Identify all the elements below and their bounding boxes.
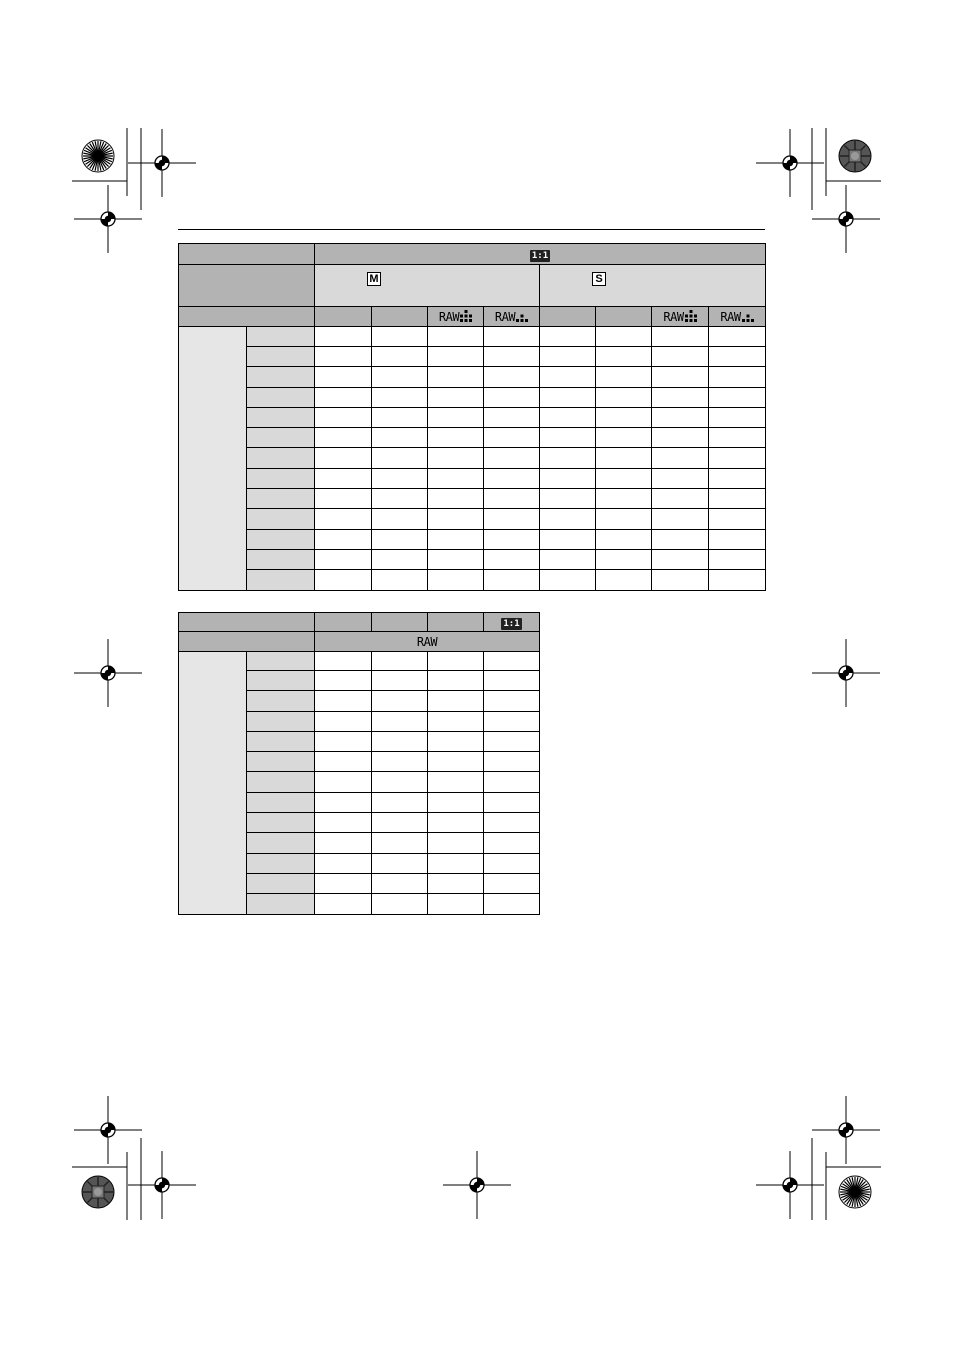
table-cell [315,752,372,772]
size-m-badge: M [367,272,381,286]
table-cell [315,347,372,367]
table-row [179,509,766,529]
table-cell [428,691,484,711]
row-label [247,327,315,347]
table-cell [709,549,766,569]
table-cell [596,367,652,387]
row-label [247,448,315,468]
table-cell [372,731,428,751]
picture-size-label [179,265,315,307]
table-cell [652,347,709,367]
table-cell [372,752,428,772]
quality-m-fine [315,307,372,327]
table-cell [428,711,484,731]
quality-s-raw-standard: RAW [709,307,766,327]
table-cell [372,327,428,347]
table-cell [315,671,372,691]
row-label [247,570,315,590]
table-cell [540,529,596,549]
table-cell [652,327,709,347]
table-cell [315,792,372,812]
table-cell [315,813,372,833]
table-row [179,549,766,569]
table-cell [709,468,766,488]
table-cell [372,772,428,792]
table-cell [372,570,428,590]
table-cell [428,468,484,488]
table-cell [709,367,766,387]
table-cell [428,387,484,407]
table-cell [315,894,372,914]
table-cell [428,529,484,549]
table-cell [315,873,372,893]
table-cell [428,813,484,833]
quality-s-raw-fine: RAW [652,307,709,327]
table-cell [428,671,484,691]
raw-fine-icon [460,310,472,322]
picture-size-m [315,265,540,307]
table-cell [484,570,540,590]
table-cell [372,833,428,853]
table-cell [484,428,540,448]
table-cell [596,448,652,468]
row-label [247,792,315,812]
aspect-col-1 [315,613,372,632]
table-cell [484,833,540,853]
aspect-col-4 [484,613,540,632]
raw-standard-icon [516,310,528,322]
aspect-header-value [315,244,766,265]
table-cell [652,387,709,407]
table-cell [372,792,428,812]
table-row [179,489,766,509]
table-cell [540,347,596,367]
row-label [247,752,315,772]
table-cell [484,468,540,488]
row-label [247,407,315,427]
table-cell [428,570,484,590]
table-cell [372,428,428,448]
table-cell [428,549,484,569]
table-cell [372,387,428,407]
row-label [247,772,315,792]
picture-size-s [540,265,766,307]
table-cell [372,509,428,529]
table-row [179,529,766,549]
table-cell [709,407,766,427]
table-cell [372,894,428,914]
table-cell [315,407,372,427]
table-cell [484,367,540,387]
table-row [179,428,766,448]
table-cell [540,448,596,468]
table-cell [428,652,484,671]
table-cell [428,407,484,427]
table-cell [596,347,652,367]
table-cell [484,407,540,427]
table-cell [596,570,652,590]
table-cell [652,570,709,590]
aspect-ratio-badge: 1:1 [503,618,520,629]
table-cell [484,509,540,529]
row-label [247,509,315,529]
quality-s-fine [540,307,596,327]
table-cell [540,387,596,407]
table-cell [709,509,766,529]
table-row [179,347,766,367]
table-cell [596,549,652,569]
table-cell [596,529,652,549]
table-cell [372,529,428,549]
table-cell [484,853,540,873]
quality-m-raw-standard: RAW [484,307,540,327]
table-cell [315,489,372,509]
quality-m-raw-fine: RAW [428,307,484,327]
table-cell [315,853,372,873]
table-cell [428,833,484,853]
table-row [179,327,766,347]
row-label [247,711,315,731]
table-cell [709,428,766,448]
table-cell [540,407,596,427]
table-cell [484,711,540,731]
row-label [247,873,315,893]
table-row [179,652,540,671]
table-cell [372,549,428,569]
table-cell [709,448,766,468]
row-label [247,468,315,488]
table-cell [484,691,540,711]
table-cell [428,873,484,893]
row-label [247,367,315,387]
table-cell [652,448,709,468]
row-label [247,652,315,671]
table-cell [596,407,652,427]
table-cell [315,529,372,549]
row-label [247,853,315,873]
row-label [247,894,315,914]
table-cell [484,813,540,833]
table-cell [484,347,540,367]
table-cell [709,347,766,367]
table-cell [315,367,372,387]
table-cell [372,448,428,468]
table-row [179,468,766,488]
table-cell [652,468,709,488]
raw-fine-icon [685,310,697,322]
table-cell [315,772,372,792]
row-label [247,833,315,853]
table-cell [372,468,428,488]
size-s-badge: S [592,272,606,286]
aspect-col-2 [372,613,428,632]
quality-label [179,632,315,652]
table-row [179,387,766,407]
raw-standard-icon [742,310,754,322]
table-cell [315,731,372,751]
table-cell [540,509,596,529]
table-row [179,367,766,387]
row-label [247,549,315,569]
quality-raw: RAW [315,632,540,652]
table-cell [484,894,540,914]
table-cell [428,853,484,873]
recording-capacity-table-2 [178,612,540,915]
table-cell [540,489,596,509]
table-cell [484,529,540,549]
table-cell [315,833,372,853]
table-cell [596,387,652,407]
table-cell [428,792,484,812]
table-cell [315,570,372,590]
row-label [247,387,315,407]
table-cell [484,448,540,468]
table-cell [428,367,484,387]
table-cell [596,509,652,529]
table-cell [484,549,540,569]
aspect-header-label [179,613,315,632]
table-cell [372,347,428,367]
table-cell [484,792,540,812]
table-cell [540,570,596,590]
table-cell [484,652,540,671]
table-cell [709,529,766,549]
row-label [247,489,315,509]
table-cell [484,489,540,509]
table-cell [372,853,428,873]
table-cell [652,367,709,387]
table-cell [315,691,372,711]
row-label [247,428,315,448]
table-cell [315,549,372,569]
table-cell [596,468,652,488]
table-cell [596,489,652,509]
row-label [247,813,315,833]
table-cell [372,813,428,833]
row-label [247,347,315,367]
table-cell [428,731,484,751]
row-label [247,731,315,751]
table-cell [484,752,540,772]
table-cell [428,752,484,772]
table-cell [652,549,709,569]
table-cell [484,731,540,751]
table-row [179,570,766,590]
table-cell [709,327,766,347]
table-cell [652,428,709,448]
table-row [179,448,766,468]
table-cell [372,711,428,731]
table-cell [428,894,484,914]
table-cell [484,327,540,347]
table-cell [372,652,428,671]
table-cell [652,529,709,549]
table-cell [372,873,428,893]
table-cell [540,327,596,347]
table-cell [428,448,484,468]
table-cell [428,489,484,509]
table-cell [315,448,372,468]
table-cell [709,570,766,590]
table-cell [709,387,766,407]
table-cell [372,489,428,509]
aspect-col-3 [428,613,484,632]
table-cell [652,509,709,529]
table-cell [315,387,372,407]
table-cell [484,671,540,691]
aspect-ratio-badge: 1:1 [531,250,549,261]
table-cell [428,428,484,448]
table-cell [428,509,484,529]
quality-s-standard [596,307,652,327]
table-cell [315,327,372,347]
table-cell [428,327,484,347]
table-cell [372,691,428,711]
table-cell [484,873,540,893]
quality-m-standard [372,307,428,327]
table-cell [484,772,540,792]
table-cell [484,387,540,407]
row-group-label [179,652,247,915]
row-group-label [179,327,247,591]
quality-label [179,307,315,327]
header-rule [178,229,765,230]
table-cell [428,347,484,367]
table-row [179,407,766,427]
table-cell [540,367,596,387]
table-cell [596,428,652,448]
recording-capacity-table-1 [178,243,766,591]
table-cell [652,489,709,509]
table-cell [372,671,428,691]
table-cell [596,327,652,347]
table-cell [315,652,372,671]
table-cell [428,772,484,792]
table-cell [709,489,766,509]
table-cell [540,428,596,448]
table-cell [315,428,372,448]
row-label [247,671,315,691]
table-cell [315,468,372,488]
row-label [247,691,315,711]
row-label [247,529,315,549]
table-cell [540,549,596,569]
aspect-header-label [179,244,315,265]
table-cell [372,407,428,427]
table-cell [540,468,596,488]
table-cell [315,711,372,731]
table-cell [652,407,709,427]
table-cell [372,367,428,387]
table-cell [315,509,372,529]
